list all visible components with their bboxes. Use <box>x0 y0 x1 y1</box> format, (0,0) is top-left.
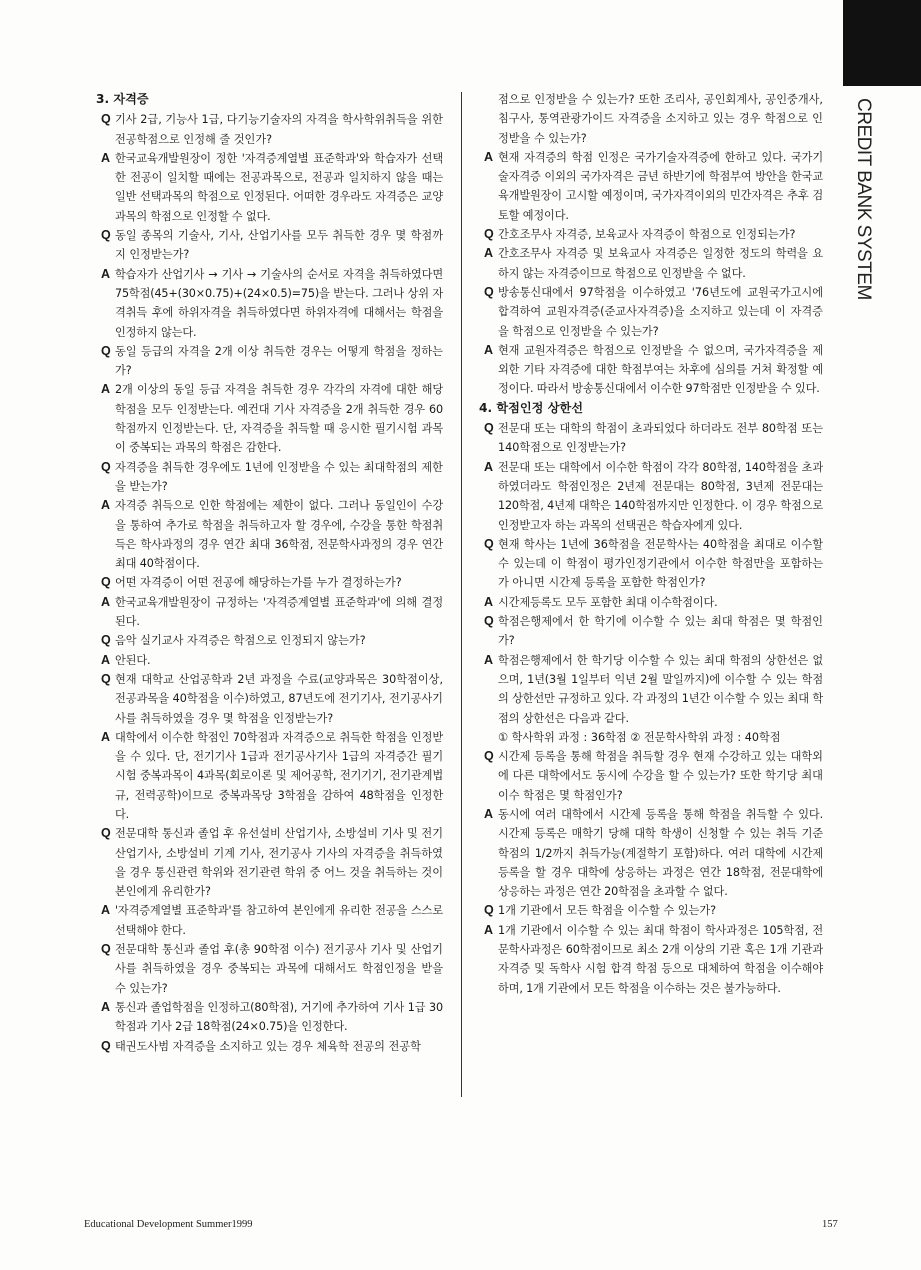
item-text: 기사 2급, 기능사 1급, 다기능기술자의 자격을 학사학위취득을 위한 전공학점으로 인정해 줄 것인가? <box>115 113 443 146</box>
list-item <box>484 728 823 747</box>
answer-item <box>101 593 443 632</box>
item-text: 동일 등급의 자격을 2개 이상 취득한 경우는 어떻게 학점을 정하는가? <box>115 344 443 378</box>
question-marker: Q <box>101 112 111 127</box>
question-item <box>101 110 443 149</box>
item-text: 자격증 취득으로 인한 학점에는 제한이 없다. 그러나 동일인이 수강을 통하여 추가로 학점을 취득하고자 할 경우에, 수강을 통한 학점취득은 학사과정의 경우 연간 최대 36학점, 전문학사과정의 경우 연간 최대 40학점이다. <box>115 499 443 571</box>
item-text: '자격증계열별 표준학과'를 참고하여 본인에게 유리한 전공을 스스로 선택해야 한다. <box>115 904 443 937</box>
item-text: 태권도사범 자격증을 소지하고 있는 경우 체육학 전공의 전공학 <box>115 1039 421 1053</box>
item-text: 통신과 졸업학점을 인정하고(80학점), 거기에 추가하여 기사 1급 30학점과 기사 2급 18학점(24×0.75)을 인정한다. <box>115 1000 443 1034</box>
item-text: 전문대 또는 대학에서 이수한 학점이 각각 80학점, 140학점을 초과하였더라도 학점인정은 2년제 전문대는 80학점, 3년제 전문대는120학점, 4년제 대학은 140학점까지만 인정한다. 이 경우 학점으로 인정받고자 하는 과목의 선택권은 학습자에게 있다. <box>498 460 823 532</box>
question-item <box>101 1037 443 1056</box>
question-item <box>484 901 823 920</box>
item-text: 2개 이상의 동일 등급 자격을 취득한 경우 각각의 자격에 대한 해당 학점을 모두 인정받는다. 예컨대 기사 자격증을 2개 취득한 경우 60학점까지 인정받는다. 단, 자격증을 취득할 때 응시한 필기시험 과목이 중복되는 과목의 학점은 감한다. <box>115 383 443 455</box>
item-text: 시간제 등록을 통해 학점을 취득할 경우 현재 수강하고 있는 대학외에 다른 대학에서도 동시에 수강을 할 수 있는가? 또한 학기당 최대 이수 학점은 몇 학점인가? <box>498 750 823 802</box>
question-item <box>101 573 443 592</box>
answer-marker: A <box>101 382 111 397</box>
answer-item <box>101 728 443 824</box>
section-heading: 4. 학점인정 상한선 <box>479 400 584 415</box>
answer-marker: A <box>101 150 111 165</box>
answer-item <box>484 148 823 225</box>
item-text: 방송통신대에서 97학점을 이수하였고 '76년도에 교원국가고시에 합격하여 교원자격증(준교사자격증)을 소지하고 있는데 이 자격증을 학점으로 인정받을 수 있는가? <box>498 285 823 338</box>
question-marker: Q <box>101 671 111 686</box>
item-text: 동시에 여러 대학에서 시간제 등록을 통해 학점을 취득할 수 있다. 시간제 등록은 매학기 당해 대학 학생이 신청할 수 있는 취득 기준 학점의 1/2까지 취득가능(계절학기 포함)하다. 여러 대학에 시간제 등록을 할 경우 대학에 상응하는 과정은 연간 18학점, 전문대학에 상응하는 과정은 연간 20학점을 초과할 수 없다. <box>498 807 823 899</box>
question-item <box>101 342 443 381</box>
question-item <box>484 612 823 651</box>
page-number: 157 <box>822 1219 838 1230</box>
answer-marker: A <box>101 652 111 667</box>
left-column <box>96 90 443 1056</box>
footer-publication: Educational Development Summer1999 <box>84 1219 253 1230</box>
item-text: 전문대학 통신과 졸업 후(총 90학점 이수) 전기공사 기사 및 산업기사를 취득하였을 경우 중복되는 과목에 대해서도 학점인정을 받을 수 있는가? <box>115 943 443 995</box>
answer-marker: A <box>484 246 494 261</box>
item-text: 시간제등록도 모두 포함한 최대 이수학점이다. <box>498 595 718 609</box>
black-corner-tab <box>843 0 921 86</box>
answer-item <box>101 901 443 940</box>
item-text: 간호조무사 자격증 및 보육교사 자격증은 일정한 정도의 학력을 요하지 않는 자격증이므로 학점으로 인정받을 수 없다. <box>498 247 823 280</box>
side-section-label: CREDIT BANK SYSTEM <box>853 98 874 300</box>
qa-list <box>484 419 823 998</box>
answer-marker: A <box>101 594 111 609</box>
item-text: 음악 실기교사 자격증은 학점으로 인정되지 않는가? <box>115 634 366 648</box>
qa-list <box>484 148 823 399</box>
answer-item <box>484 805 823 901</box>
question-marker: Q <box>101 343 111 358</box>
answer-marker: A <box>101 498 111 513</box>
item-text: 대학에서 이수한 학점인 70학점과 자격증으로 취득한 학점을 인정받을 수 있다. 단, 전기기사 1급과 전기공사기사 1급의 자격증간 필기시험 중복과목이 4과목(회로이론 및 제어공학, 전기기기, 전기관계법규, 전력공학)이므로 중복과목당 3학점을 감하여 48학점을 인정한다. <box>115 730 443 821</box>
answer-marker: A <box>484 342 494 357</box>
question-marker: Q <box>101 633 111 648</box>
right-column <box>479 90 823 998</box>
question-marker: Q <box>101 459 111 474</box>
answer-marker: A <box>484 594 494 609</box>
item-text: 한국교육개발원장이 정한 '자격증계열별 표준학과'와 학습자가 선택한 전공이 일치할 때에는 전공과목으로, 전공과 일치하지 않을 때는 일반 선택과목의 학점으로 인정된다. 어떠한 경우라도 자격증은 교양과목의 학점으로 인정할 수 없다. <box>115 151 443 223</box>
question-marker: Q <box>484 421 494 436</box>
answer-item <box>484 341 823 399</box>
question-marker: Q <box>101 942 111 957</box>
item-text: 동일 종목의 기술사, 기사, 산업기사를 모두 취득한 경우 몇 학점까지 인정받는가? <box>115 229 443 262</box>
item-text: 어떤 자격증이 어떤 전공에 해당하는가를 누가 결정하는가? <box>115 576 402 590</box>
question-marker: Q <box>101 826 111 841</box>
question-item <box>484 225 823 244</box>
item-text: 1개 기관에서 모든 학점을 이수할 수 있는가? <box>498 904 717 918</box>
question-marker: Q <box>101 228 111 243</box>
question-item <box>101 226 443 265</box>
question-item <box>484 747 823 805</box>
question-item <box>101 631 443 650</box>
answer-marker: A <box>484 806 494 821</box>
continued-question-text: 점으로 인정받을 수 있는가? 또한 조리사, 공인회계사, 공인중개사, 침구사, 통역관광가이드 자격증을 소지하고 있는 경우 학점으로 인정받을 수 있는가? <box>498 93 823 145</box>
question-marker: Q <box>101 1038 111 1053</box>
question-item <box>484 535 823 593</box>
answer-marker: A <box>484 922 494 937</box>
answer-marker: A <box>101 266 111 281</box>
item-text: 학점은행제에서 한 학기당 이수할 수 있는 최대 학점의 상한선은 없으며, 1년(3월 1일부터 익년 2월 말일까지)에 이수할 수 있는 학점의 상한선만 규정하고 있다. 각 과정의 1년간 이수할 수 있는 최대 학점의 상한선은 다음과 같다. <box>498 653 823 725</box>
item-text: 학습자가 산업기사 → 기사 → 기술사의 순서로 자격을 취득하였다면 75학점(45+(30×0.75)+(24×0.5)=75)을 받는다. 그러나 상위 자격취득 후에 하위자격을 취득하였다면 하위자격에 대해서는 학점을 인정하지 않는다. <box>115 267 443 339</box>
answer-marker: A <box>484 459 494 474</box>
column-divider <box>461 92 462 1097</box>
question-item <box>101 824 443 901</box>
question-marker: Q <box>101 575 111 590</box>
item-text: 현재 대학교 산업공학과 2년 과정을 수료(교양과목은 30학점이상, 전공과목을 40학점을 이수)하였고, 87년도에 전기기사, 전기공사기사를 취득하였을 경우 몇 학점을 인정받는가? <box>115 672 443 725</box>
qa-list <box>101 110 443 1056</box>
question-item <box>101 458 443 497</box>
answer-item <box>101 651 443 670</box>
answer-item <box>484 651 823 728</box>
question-marker: Q <box>484 227 494 242</box>
item-text: 간호조무사 자격증, 보육교사 자격증이 학점으로 인정되는가? <box>498 228 796 242</box>
answer-item <box>101 998 443 1037</box>
question-marker: Q <box>484 614 494 629</box>
item-text: 현재 교원자격증은 학점으로 인정받을 수 없으며, 국가자격증을 제외한 기타 자격증에 대한 학점부여는 차후에 심의를 거쳐 확정할 예정이다. 따라서 방송통신대에서 이수한 97학점만 인정받을 수 있다. <box>498 343 823 396</box>
question-marker: Q <box>484 749 494 764</box>
answer-marker: A <box>101 903 111 918</box>
answer-item <box>484 593 823 612</box>
item-text: 전문대 또는 대학의 학점이 초과되었다 하더라도 전부 80학점 또는 140학점으로 인정받는가? <box>498 422 823 455</box>
answer-marker: A <box>484 652 494 667</box>
answer-marker: A <box>101 999 111 1014</box>
question-item <box>484 283 823 341</box>
answer-item <box>484 921 823 998</box>
answer-item <box>101 149 443 226</box>
answer-item <box>484 244 823 283</box>
answer-item <box>484 458 823 535</box>
answer-marker: A <box>484 149 494 164</box>
section-heading: 3. 자격증 <box>96 92 149 106</box>
question-marker: Q <box>484 536 494 551</box>
question-marker: Q <box>484 903 494 918</box>
answer-marker: A <box>101 729 111 744</box>
item-text: 학점은행제에서 한 학기에 이수할 수 있는 최대 학점은 몇 학점인가? <box>498 615 823 648</box>
item-text: 자격증을 취득한 경우에도 1년에 인정받을 수 있는 최대학점의 제한을 받는가? <box>115 460 443 493</box>
answer-item <box>101 496 443 573</box>
item-text: 한국교육개발원장이 규정하는 '자격증계열별 표준학과'에 의해 결정된다. <box>115 595 443 629</box>
question-item <box>101 940 443 998</box>
item-text: 현재 학사는 1년에 36학점을 전문학사는 40학점을 최대로 이수할 수 있는데 이 학점이 평가인정기관에서 이수한 학점만을 포함하는가 아니면 시간제 등록을 포함한 학점인가? <box>498 537 823 590</box>
answer-item <box>101 265 443 342</box>
question-item <box>101 670 443 728</box>
answer-item <box>101 380 443 457</box>
question-marker: Q <box>484 284 494 299</box>
item-text: 1개 기관에서 이수할 수 있는 최대 학점이 학사과정은 105학점, 전문학사과정은 60학점이므로 최소 2개 이상의 기관 혹은 1개 기관과 자격증 및 독학사 시험 합격 학점 등으로 대체하여 학점을 이수해야 하며, 1개 기관에서 모든 학점을 이수하는 것은 불가능하다. <box>498 923 823 995</box>
question-item <box>484 419 823 458</box>
item-text: ① 학사학위 과정 : 36학점 ② 전문학사학위 과정 : 40학점 <box>498 730 781 744</box>
item-text: 현재 자격증의 학점 인정은 국가기술자격증에 한하고 있다. 국가기술자격증 이외의 국가자격은 금년 하반기에 학점부여 방안을 한국교육개발원장이 고시할 예정이며, 국가자격이외의 민간자격은 추후 검토할 예정이다. <box>498 150 823 222</box>
item-text: 안된다. <box>115 653 151 667</box>
item-text: 전문대학 통신과 졸업 후 유선설비 산업기사, 소방설비 기사 및 전기산업기사, 소방설비 기계 기사, 전기공사 기사의 자격증을 취득하였을 경우 통신관련 학위와 전기관련 학위 중 어느 것을 취득하는 것이 본인에게 유리한가? <box>115 827 443 899</box>
